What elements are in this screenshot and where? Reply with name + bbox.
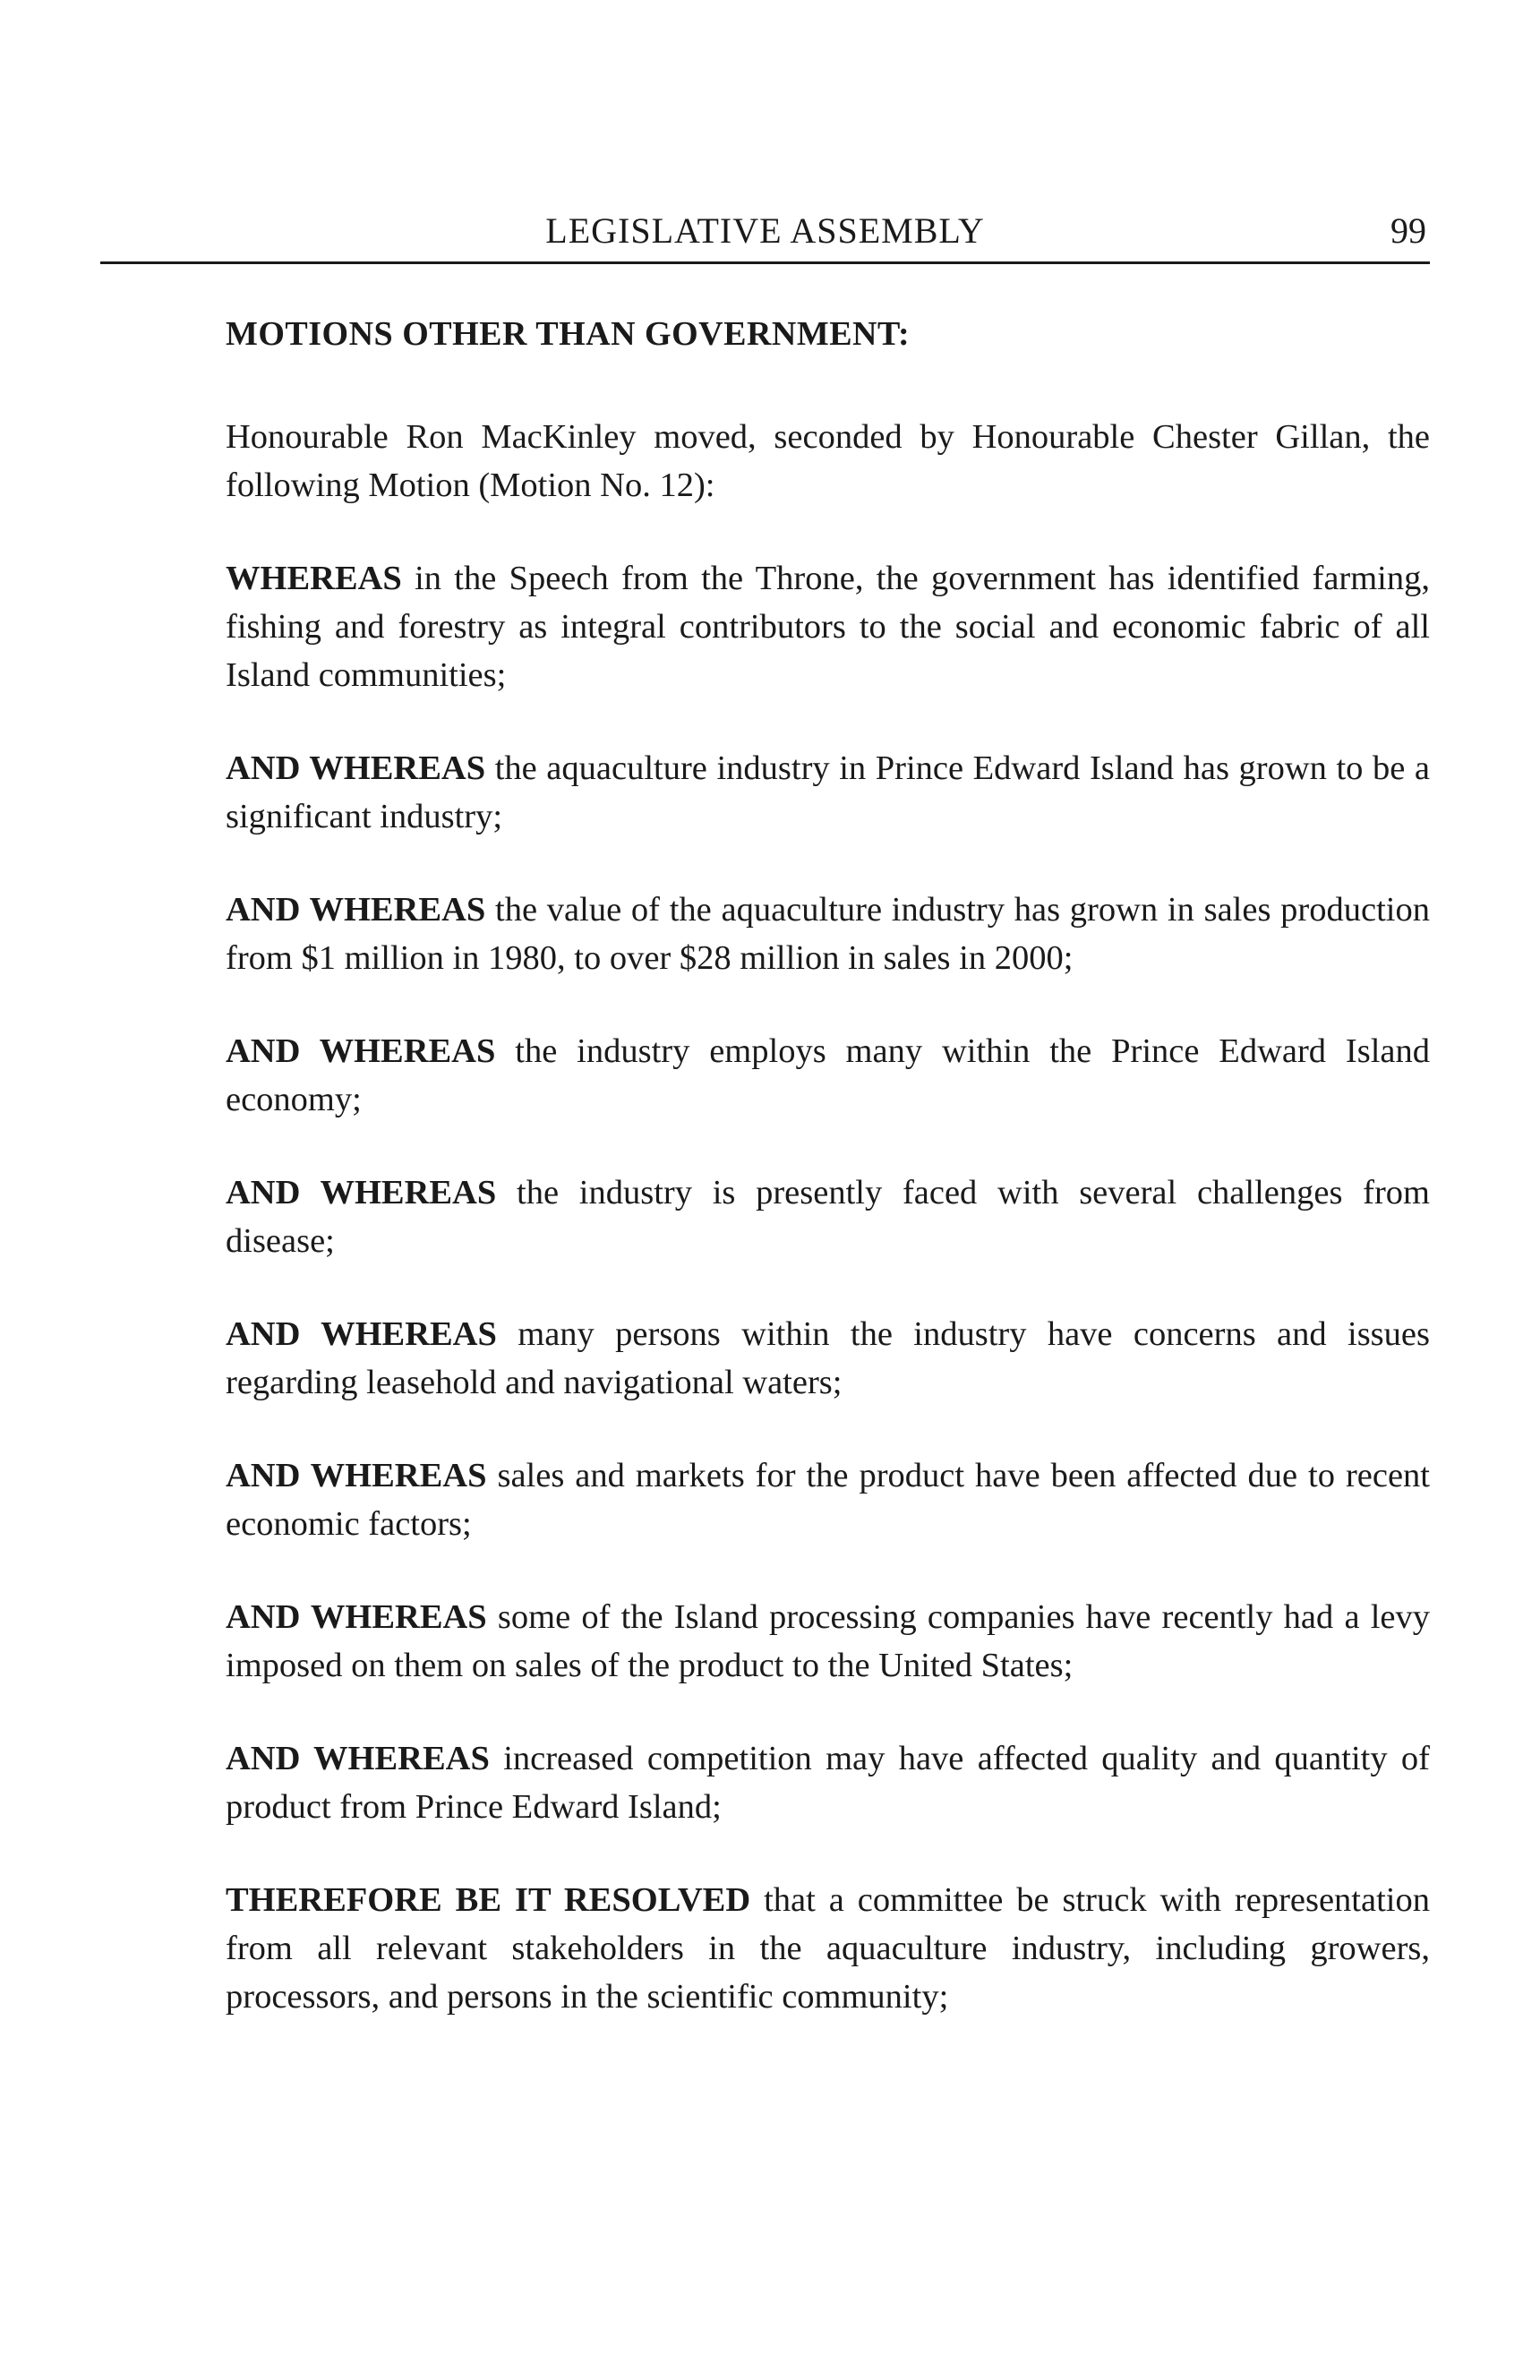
clause-paragraph [226, 1169, 1430, 1265]
clause-text: the industry is presently faced with several challenges from disease; [226, 1174, 1430, 1260]
clause-lead: AND WHEREAS [226, 1740, 490, 1777]
header-rule [100, 261, 1430, 264]
resolution-text: that a committee be struck with representation from all relevant stakeholders in the aquaculture industry, including growers, processors, and persons in the scientific community; [226, 1881, 1430, 2016]
clause-lead: WHEREAS [226, 560, 402, 597]
clause-paragraph [226, 886, 1430, 982]
clause-text: many persons within the industry have concerns and issues regarding leasehold and navigational waters; [226, 1315, 1430, 1401]
clause-lead: AND WHEREAS [226, 1315, 497, 1353]
clause-paragraph [226, 744, 1430, 841]
motion-intro: Honourable Ron MacKinley moved, seconded by Honourable Chester Gillan, the following Motion (Motion No. 12): [226, 418, 1430, 504]
clause-paragraph [226, 1451, 1430, 1548]
clause-paragraph [226, 1310, 1430, 1407]
clause-lead: AND WHEREAS [226, 1032, 496, 1070]
clause-text: the aquaculture industry in Prince Edward Island has grown to be a significant industry; [226, 749, 1430, 835]
clause-paragraph [226, 554, 1430, 699]
clause-lead: AND WHEREAS [226, 1598, 487, 1636]
clause-paragraph [226, 1593, 1430, 1690]
clause-text: the industry employs many within the Prince Edward Island economy; [226, 1032, 1430, 1118]
clause-paragraph [226, 1734, 1430, 1831]
clause-text: increased competition may have affected quality and quantity of product from Prince Edward Island; [226, 1740, 1431, 1826]
header-title: LEGISLATIVE ASSEMBLY [545, 210, 985, 251]
section-title: MOTIONS OTHER THAN GOVERNMENT: [226, 315, 911, 353]
running-header [100, 206, 1430, 263]
clause-text: sales and markets for the product have been affected due to recent economic factors; [226, 1457, 1430, 1543]
clause-text: in the Speech from the Throne, the government has identified farming, fishing and forestry as integral contributors to the social and economic fabric of all Island communities; [226, 560, 1430, 694]
resolution-paragraph [226, 1876, 1430, 2021]
resolution-lead: THEREFORE BE IT RESOLVED [226, 1881, 751, 1919]
page-body [226, 309, 1430, 2066]
clause-text: some of the Island processing companies have recently had a levy imposed on them on sales of the product to the United States; [226, 1598, 1430, 1684]
page-number: 99 [1390, 210, 1426, 251]
clause-paragraph [226, 1027, 1430, 1124]
clause-text: the value of the aquaculture industry has grown in sales production from $1 million in 1980, to over $28 million in sales in 2000; [226, 891, 1430, 977]
clause-lead: AND WHEREAS [226, 749, 486, 787]
clause-lead: AND WHEREAS [226, 1174, 497, 1211]
clause-lead: AND WHEREAS [226, 891, 486, 929]
clause-lead: AND WHEREAS [226, 1457, 487, 1494]
